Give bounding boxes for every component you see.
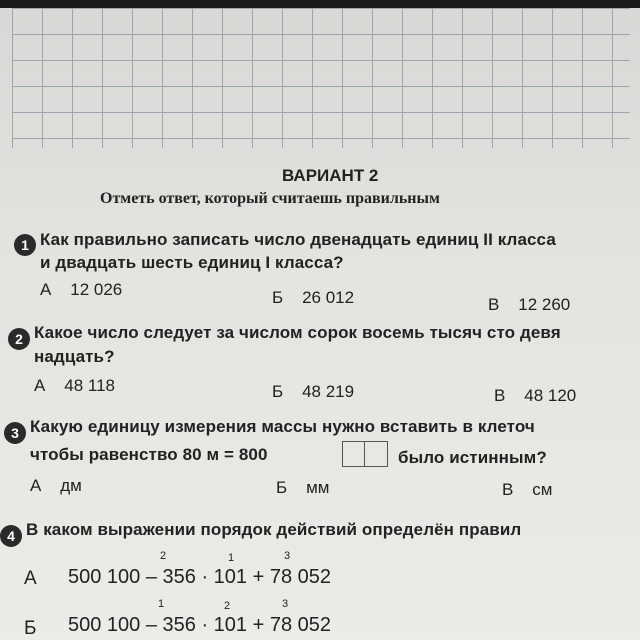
answer-box[interactable] xyxy=(342,441,388,467)
variant-title: ВАРИАНТ 2 xyxy=(282,166,379,185)
q3-option-b-letter: Б xyxy=(276,478,288,497)
worksheet-page xyxy=(0,8,640,640)
q1-option-b-value: 26 012 xyxy=(302,288,355,307)
question-2-line1: Какое число следует за числом сорок восемь тысяч сто девя xyxy=(34,323,561,342)
q2-option-b-value: 48 219 xyxy=(302,382,355,401)
q1-option-a-value: 12 026 xyxy=(70,280,123,299)
q3-option-a-value: дм xyxy=(60,476,82,495)
question-3-line1: Какую единицу измерения массы нужно вставить в клеточ xyxy=(30,417,535,436)
question-1-line1: Как правильно записать число двенадцать единиц II класса xyxy=(40,230,556,249)
q3-option-a-letter: А xyxy=(30,476,42,495)
q4-b-order-1: 1 xyxy=(158,598,165,610)
question-number-4: 4 xyxy=(0,525,22,547)
q2-option-a[interactable] xyxy=(34,376,115,396)
q4-option-a-letter: А xyxy=(24,568,37,589)
q3-option-b[interactable] xyxy=(276,478,329,498)
q4-b-expression: 500 100 – 356 · 101 + 78 052 xyxy=(68,614,332,636)
q4-a-order-1: 2 xyxy=(160,550,167,562)
q2-option-c[interactable] xyxy=(494,386,576,406)
instruction-text: Отметь ответ, который считаешь правильным xyxy=(100,190,440,207)
q3-option-c-letter: В xyxy=(502,480,514,499)
q3-option-b-value: мм xyxy=(306,478,330,497)
q4-option-b-letter: Б xyxy=(24,618,37,639)
q4-option-a[interactable] xyxy=(0,548,640,588)
q1-option-b-letter: Б xyxy=(272,288,284,307)
question-4-line1: В каком выражении порядок действий определён правил xyxy=(26,520,522,539)
grid-area xyxy=(12,8,630,148)
q1-option-c-value: 12 260 xyxy=(518,295,571,314)
q2-option-a-value: 48 118 xyxy=(64,376,115,395)
question-3-line2a: чтобы равенство 80 м = 800 xyxy=(30,445,268,464)
q3-option-a[interactable] xyxy=(30,476,82,496)
q4-a-order-3: 3 xyxy=(284,550,291,562)
question-number-1: 1 xyxy=(14,234,36,256)
q2-option-c-letter: В xyxy=(494,386,506,405)
q1-option-b[interactable] xyxy=(272,288,354,308)
q1-option-c-letter: В xyxy=(488,295,500,314)
question-number-3: 3 xyxy=(4,422,26,444)
q2-option-b[interactable] xyxy=(272,382,354,402)
q4-b-order-2: 2 xyxy=(224,600,231,612)
q1-option-c[interactable] xyxy=(488,295,570,315)
question-2-line2: надцать? xyxy=(34,347,115,366)
q1-option-a-letter: А xyxy=(40,280,52,299)
q4-a-order-2: 1 xyxy=(228,552,235,564)
q3-option-c[interactable] xyxy=(502,480,552,500)
question-number-2: 2 xyxy=(8,328,30,350)
q2-option-c-value: 48 120 xyxy=(524,386,577,405)
q4-b-order-3: 3 xyxy=(282,598,289,610)
question-1-line2: и двадцать шесть единиц I класса? xyxy=(40,253,344,272)
q1-option-a[interactable] xyxy=(40,280,122,300)
q3-option-c-value: см xyxy=(532,480,553,499)
q2-option-a-letter: А xyxy=(34,376,46,395)
q4-option-b[interactable] xyxy=(0,598,640,640)
q4-a-expression: 500 100 – 356 · 101 + 78 052 xyxy=(68,566,332,588)
q2-option-b-letter: Б xyxy=(272,382,284,401)
question-3-line2b: было истинным? xyxy=(398,448,547,467)
